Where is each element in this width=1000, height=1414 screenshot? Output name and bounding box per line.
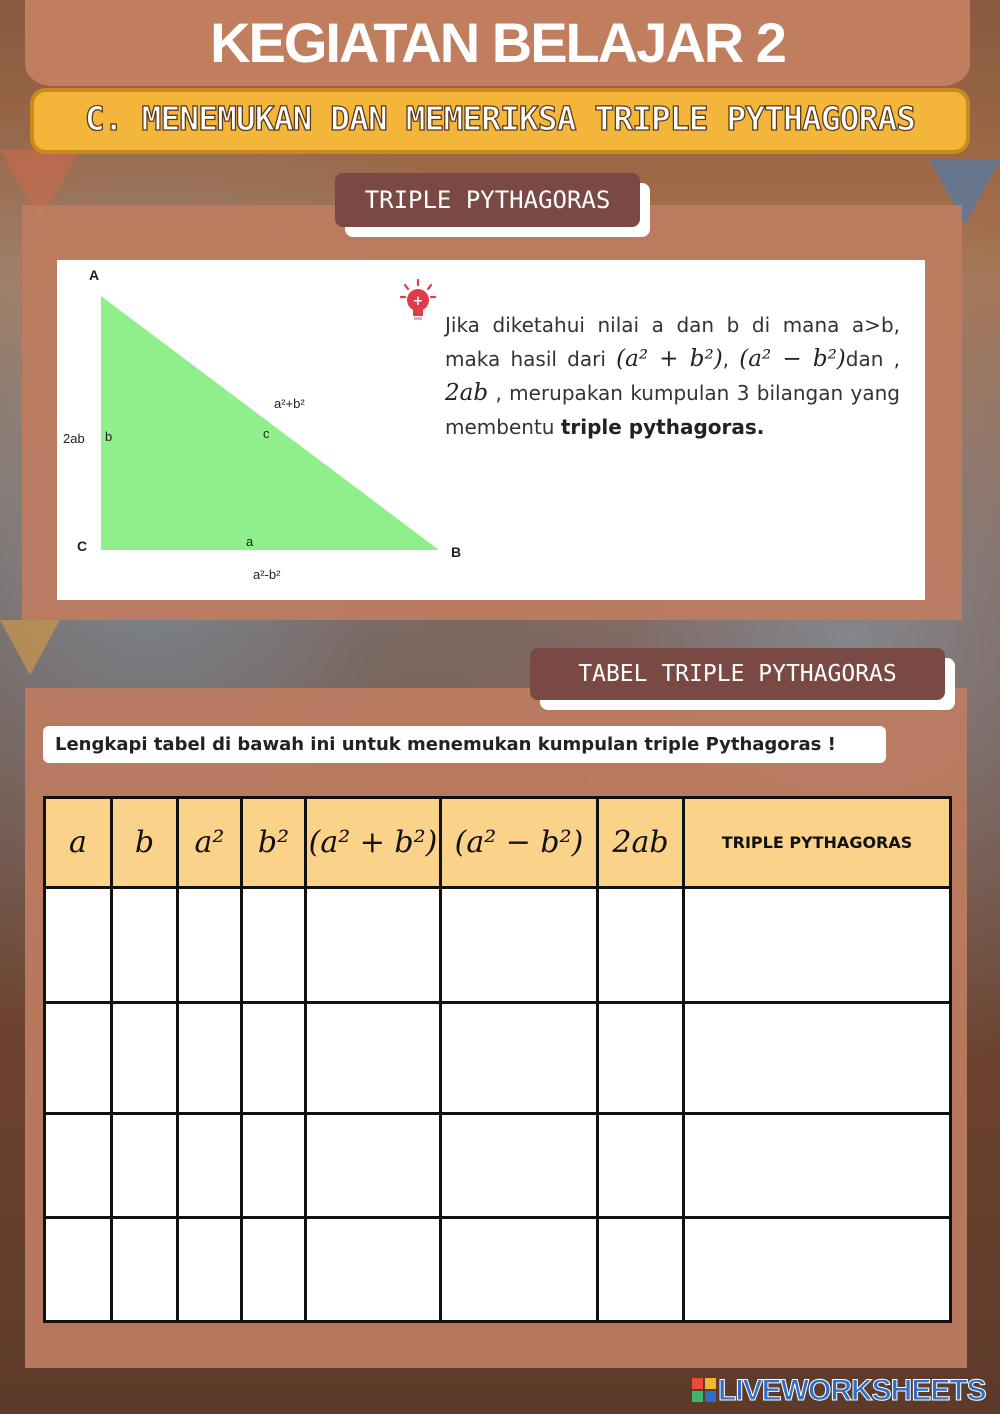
table-row [45,1003,951,1114]
answer-cell[interactable] [45,1003,112,1114]
answer-cell[interactable] [45,1114,112,1218]
page-subtitle: C. MENEMUKAN DAN MEMERIKSA TRIPLE PYTHAGORAS [84,99,916,138]
section-label-triple: TRIPLE PYTHAGORAS [335,173,640,227]
title-banner [25,0,970,92]
table-row [45,888,951,1003]
header-b-squared: b² [242,798,306,888]
answer-cell[interactable] [178,1114,242,1218]
answer-cell[interactable] [45,1218,112,1322]
answer-cell[interactable] [242,1003,306,1114]
side-left-outer-label: 2ab [63,431,85,446]
bottom-inner-label: a [246,534,254,549]
description-text-3: , merupakan kumpulan 3 bilangan yang membentu [445,381,900,439]
answer-cell[interactable] [441,1003,598,1114]
answer-cell[interactable] [598,888,684,1003]
answer-cell[interactable] [112,888,178,1003]
expr-2ab: 2ab [445,380,489,406]
description-text-1: Jika diketahui nilai a dan b di mana a>b, maka hasil dari [445,313,900,371]
liveworksheets-logo[interactable]: LIVEWORKSHEETS [718,1374,986,1407]
description-text-2: dan , [845,347,901,371]
answer-cell[interactable] [306,1003,441,1114]
answer-cell[interactable] [684,888,951,1003]
answer-cell[interactable] [242,1114,306,1218]
subtitle-banner [30,88,970,154]
vertex-c-label: C [77,538,88,554]
hypotenuse-inner-label: c [263,426,270,441]
page-title: KEGIATAN BELAJAR 2 [210,11,785,74]
answer-cell[interactable] [306,1218,441,1322]
header-a2-plus-b2: (a² + b²) [306,798,441,888]
answer-cell[interactable] [178,1218,242,1322]
answer-cell[interactable] [441,1114,598,1218]
description-bold-text: triple pythagoras. [560,415,765,439]
section-label-table: TABEL TRIPLE PYTHAGORAS [530,648,945,700]
expr-a2-plus-b2: (a² + b²) [616,346,723,372]
header-a2-minus-b2: (a² − b²) [441,798,598,888]
bunting-decoration [0,620,60,675]
answer-cell[interactable] [684,1003,951,1114]
answer-cell[interactable] [441,1218,598,1322]
table-row [45,1218,951,1322]
answer-cell[interactable] [441,888,598,1003]
side-left-inner-label: b [105,429,113,444]
header-triple-pythagoras: TRIPLE PYTHAGORAS [684,798,951,888]
answer-cell[interactable] [684,1218,951,1322]
answer-cell[interactable] [598,1003,684,1114]
answer-cell[interactable] [684,1114,951,1218]
hypotenuse-outer-label: a²+b² [274,396,305,411]
answer-cell[interactable] [306,1114,441,1218]
answer-cell[interactable] [112,1114,178,1218]
table-row [45,1114,951,1218]
triangle-shape [101,296,439,550]
liveworksheets-logo-icon [692,1378,716,1402]
lightbulb-idea-icon [400,278,436,330]
table-instruction: Lengkapi tabel di bawah ini untuk menemukan kumpulan triple Pythagoras ! [43,726,886,763]
answer-cell[interactable] [178,888,242,1003]
vertex-b-label: B [451,544,462,560]
answer-cell[interactable] [45,888,112,1003]
expr-a2-minus-b2: (a² − b²) [739,346,846,372]
answer-cell[interactable] [242,1218,306,1322]
svg-text:+: + [412,294,424,309]
header-2ab: 2ab [598,798,684,888]
answer-cell[interactable] [178,1003,242,1114]
answer-cell[interactable] [598,1218,684,1322]
answer-cell[interactable] [112,1218,178,1322]
triple-pythagoras-table [43,796,952,1323]
triple-description [445,308,900,444]
header-a: a [45,798,112,888]
header-b: b [112,798,178,888]
comma-separator: , [722,347,740,371]
answer-cell[interactable] [306,888,441,1003]
table-header-row [45,798,951,888]
answer-cell[interactable] [112,1003,178,1114]
answer-cell[interactable] [598,1114,684,1218]
header-a-squared: a² [178,798,242,888]
answer-cell[interactable] [242,888,306,1003]
vertex-a-label: A [89,267,100,283]
explanation-card [57,260,925,600]
bottom-outer-label: a²-b² [253,567,281,582]
